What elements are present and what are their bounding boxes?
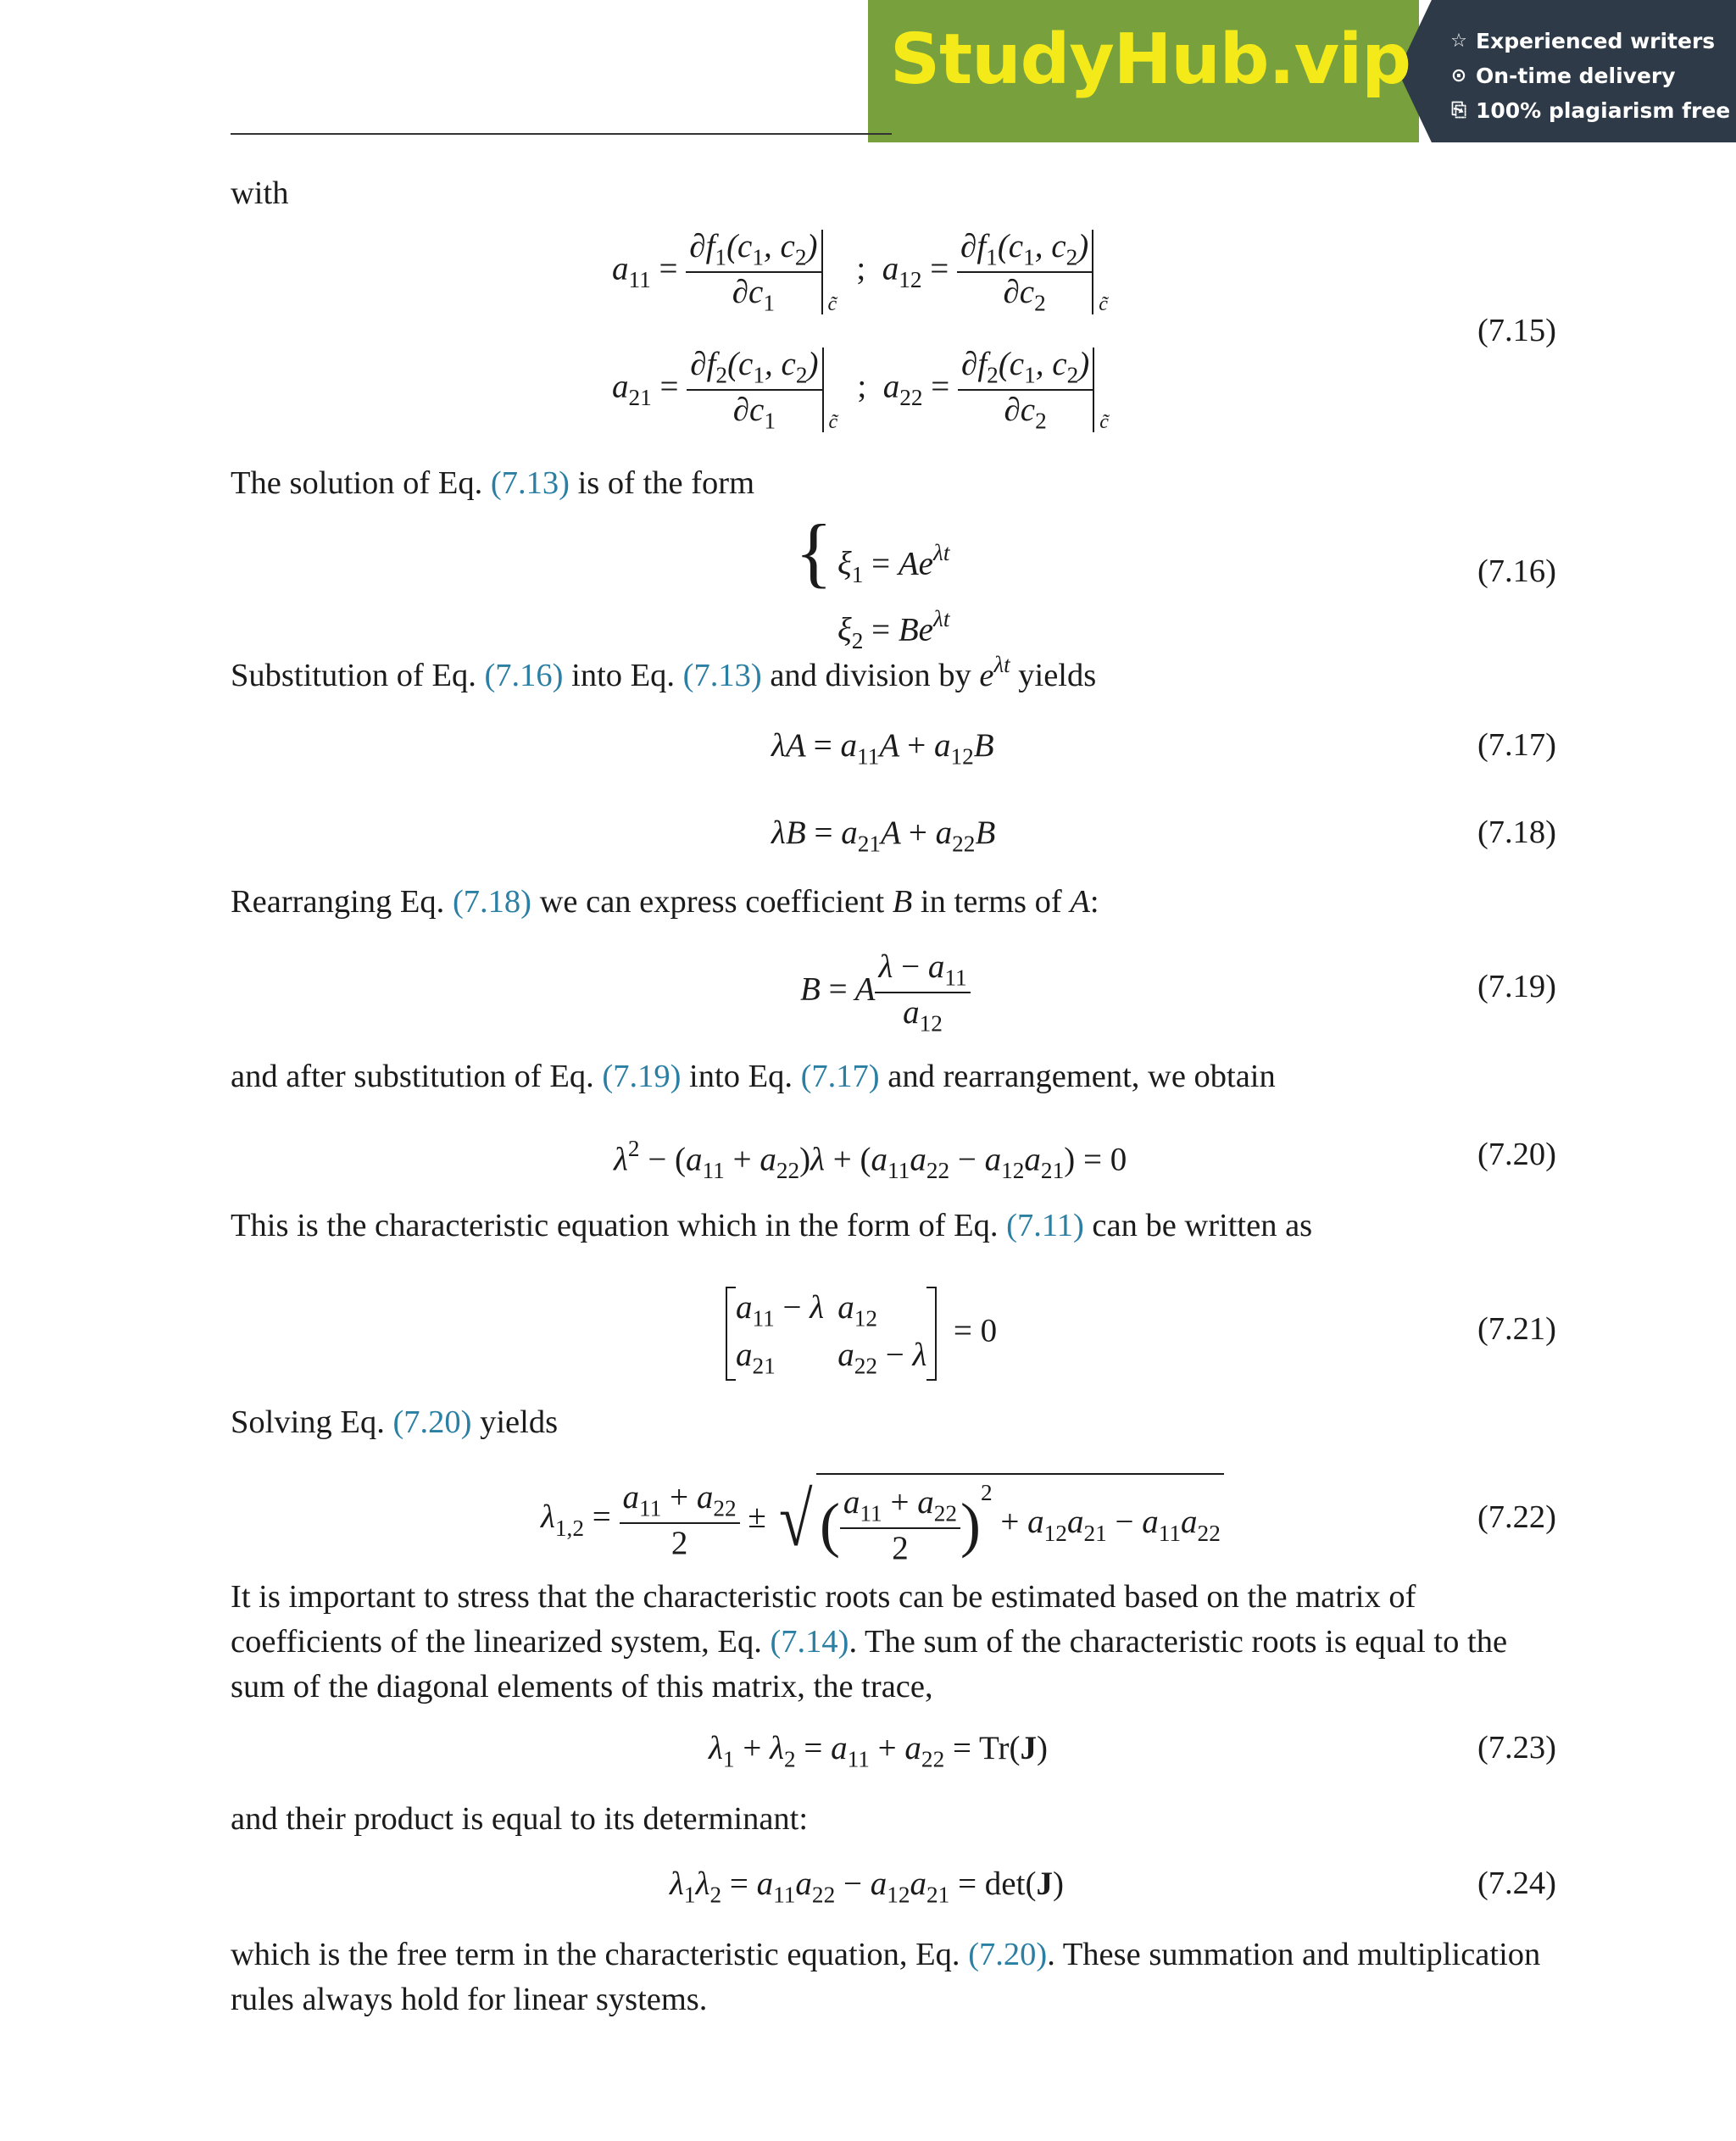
- equation-7-15-row-1: $a_{11}$ = $\frac{\partial f_1(c_1, c_2)}{\partial c_1}$ $_{c̃}$ ; $a_{12}$ = $\frac{\partial f_1(c_1, c_2)}{\partial c_2}$ $_{c̃}$: [612, 228, 1108, 316]
- equation-number: (7.17): [1477, 727, 1556, 763]
- link-eq-7-14[interactable]: (7.14): [770, 1624, 849, 1660]
- equation-7-21: $a_{11} - \lambda$ $a_{12}$ $a_{21}$ $a_{22} - \lambda$ = 0: [726, 1287, 997, 1381]
- equation-7-22: $\lambda_{1,2}$ = $\frac{a_{11} + a_{22}}{2}$ ± √ ( $\frac{a_{11} + a_{22}}{2}$ )$^2 + a_{12}a_{21} - a_{11}a_{22}$: [541, 1473, 1224, 1567]
- feature-label: Experienced writers: [1476, 29, 1716, 53]
- banner-features: [1449, 24, 1730, 128]
- link-eq-7-18[interactable]: (7.18): [452, 884, 531, 920]
- equation-7-19: B = A $\frac{\lambda - a_{11}}{a_{12}}$: [800, 948, 971, 1037]
- paragraph-rearranging: Rearranging Eq. (7.18) we can express coefficient B in terms of A:: [231, 884, 1099, 920]
- copy-icon: ⎘: [1451, 100, 1466, 121]
- paragraph-substitution: Substitution of Eq. (7.16) into Eq. (7.13) and division by $e^{\lambda t}$ yields: [231, 652, 1097, 694]
- studyhub-banner[interactable]: [868, 0, 1736, 142]
- equation-number: (7.21): [1477, 1311, 1556, 1347]
- header-rule: [231, 133, 892, 135]
- link-eq-7-20[interactable]: (7.20): [968, 1937, 1048, 1972]
- link-eq-7-13[interactable]: (7.13): [682, 658, 762, 694]
- text-with: with: [231, 175, 289, 211]
- paragraph-solving: Solving Eq. (7.20) yields: [231, 1404, 559, 1440]
- feature-on-time-delivery: [1449, 58, 1730, 93]
- paragraph-after-substitution: and after substitution of Eq. (7.19) into Eq. (7.17) and rearrangement, we obtain: [231, 1059, 1276, 1094]
- equation-number: (7.24): [1477, 1866, 1556, 1901]
- feature-experienced-writers: [1449, 24, 1730, 58]
- link-eq-7-13[interactable]: (7.13): [490, 465, 570, 501]
- equation-7-16: { $\xi_1 = Ae^{\lambda t}$ $\xi_2 = Be^{\lambda t}$: [795, 509, 950, 653]
- link-eq-7-20[interactable]: (7.20): [392, 1404, 472, 1440]
- clock-icon: ⊙: [1450, 65, 1467, 86]
- feature-label: On-time delivery: [1476, 64, 1676, 88]
- link-eq-7-17[interactable]: (7.17): [800, 1059, 880, 1094]
- equation-7-24: $\lambda_1\lambda_2 = a_{11}a_{22} - a_{12}a_{21} = \det(J)$: [670, 1866, 1064, 1908]
- equation-7-17: $\lambda A = a_{11}A + a_{12}B$: [771, 727, 994, 770]
- paragraph-solution: The solution of Eq. (7.13) is of the form: [231, 465, 755, 501]
- link-eq-7-19[interactable]: (7.19): [602, 1059, 682, 1094]
- equation-number: (7.18): [1477, 815, 1556, 850]
- equation-number: (7.22): [1477, 1499, 1556, 1535]
- equation-7-18: $\lambda B = a_{21}A + a_{22}B$: [771, 815, 996, 857]
- feature-label: 100% plagiarism free: [1476, 98, 1731, 123]
- equation-number: (7.15): [1477, 313, 1556, 348]
- equation-number: (7.16): [1477, 553, 1556, 589]
- paragraph-product: and their product is equal to its determinant:: [231, 1801, 809, 1837]
- link-eq-7-16[interactable]: (7.16): [484, 658, 564, 694]
- paragraph-stress: It is important to stress that the characteristic roots can be estimated based on the matrix of coefficients of the linearized system, Eq. (7.14). The sum of the characteristic roots is equal to the sum of the diagonal elements of this matrix, the trace,: [231, 1579, 1508, 1704]
- paragraph-free-term: which is the free term in the characteristic equation, Eq. (7.20). These summation and multiplication rules always hold for linear systems.: [231, 1937, 1541, 2017]
- equation-number: (7.20): [1477, 1137, 1556, 1172]
- equation-7-23: $\lambda_1 + \lambda_2 = a_{11} + a_{22} = Tr(J)$: [709, 1730, 1048, 1772]
- equation-7-20: $\lambda^2 - (a_{11} + a_{22})\lambda + (a_{11}a_{22} - a_{12}a_{21}) = 0$: [614, 1136, 1127, 1183]
- link-eq-7-11[interactable]: (7.11): [1006, 1208, 1084, 1243]
- equation-7-15-row-2: $a_{21}$ = $\frac{\partial f_2(c_1, c_2)}{\partial c_1}$ $_{c̃}$ ; $a_{22}$ = $\frac{\partial f_2(c_1, c_2)}{\partial c_2}$ $_{c̃}$: [612, 346, 1109, 434]
- equation-number: (7.19): [1477, 969, 1556, 1004]
- feature-plagiarism-free: [1449, 93, 1730, 128]
- star-icon: ☆: [1450, 31, 1467, 52]
- equation-number: (7.23): [1477, 1730, 1556, 1766]
- studyhub-logo[interactable]: StudyHub.vip: [890, 19, 1410, 100]
- paragraph-characteristic-equation: This is the characteristic equation which in the form of Eq. (7.11) can be written as: [231, 1208, 1313, 1243]
